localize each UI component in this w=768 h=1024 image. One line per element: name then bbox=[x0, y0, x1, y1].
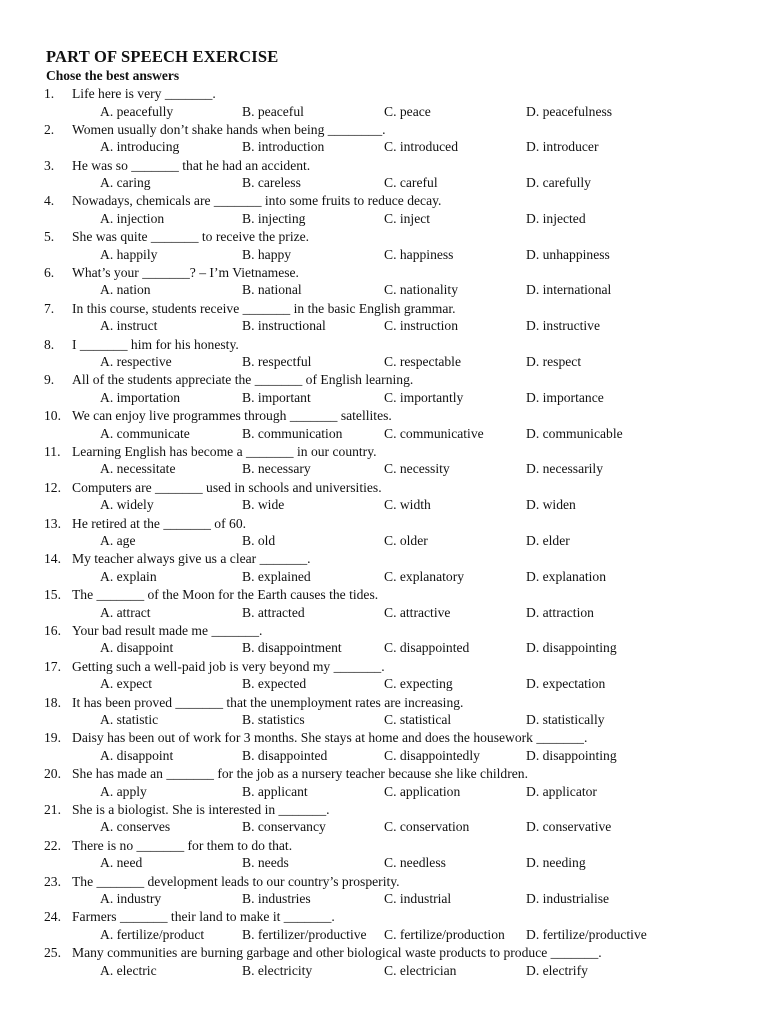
question-item bbox=[0, 945, 768, 981]
option-b: B. introduction bbox=[242, 139, 325, 155]
option-c: C. width bbox=[384, 497, 431, 513]
option-c: C. respectable bbox=[384, 354, 461, 370]
option-d: D. respect bbox=[526, 354, 582, 370]
option-c: C. application bbox=[384, 783, 461, 799]
question-number: 6. bbox=[44, 264, 55, 280]
option-b: B. attracted bbox=[242, 604, 305, 620]
option-b: B. national bbox=[242, 282, 302, 298]
question-number: 25. bbox=[44, 945, 61, 961]
option-c: C. industrial bbox=[384, 891, 452, 907]
question-item bbox=[0, 516, 768, 552]
option-c: C. nationality bbox=[384, 282, 459, 298]
option-b: B. conservancy bbox=[242, 819, 326, 835]
option-b: B. electricity bbox=[242, 962, 313, 978]
question-text: My teacher always give us a clear _______. bbox=[72, 551, 311, 567]
question-item bbox=[0, 909, 768, 945]
option-a: A. conserves bbox=[100, 819, 171, 835]
question-text: It has been proved _______ that the unemployment rates are increasing. bbox=[72, 694, 464, 710]
question-text: Computers are _______ used in schools and universities. bbox=[72, 479, 382, 495]
option-a: A. industry bbox=[100, 891, 162, 907]
question-item bbox=[0, 730, 768, 766]
question-text: She was quite _______ to receive the prize. bbox=[72, 229, 310, 245]
option-b: B. expected bbox=[242, 676, 307, 692]
option-b: B. necessary bbox=[242, 461, 311, 477]
option-b: B. industries bbox=[242, 891, 311, 907]
option-d: D. explanation bbox=[526, 568, 607, 584]
question-item bbox=[0, 372, 768, 408]
question-text: He was so _______ that he had an accident. bbox=[72, 157, 311, 173]
question-text: Getting such a well-paid job is very beyond my _______. bbox=[72, 658, 385, 674]
question-number: 11. bbox=[44, 443, 61, 459]
option-d: D. elder bbox=[526, 533, 570, 549]
option-a: A. happily bbox=[100, 246, 158, 262]
option-c: C. communicative bbox=[384, 425, 484, 441]
option-b: B. needs bbox=[242, 855, 289, 871]
option-a: A. fertilize/product bbox=[100, 926, 205, 942]
question-text: Women usually don’t shake hands when being ________. bbox=[72, 121, 386, 137]
question-text: She is a biologist. She is interested in _______. bbox=[72, 801, 330, 817]
question-number: 24. bbox=[44, 909, 61, 925]
question-item bbox=[0, 587, 768, 623]
question-number: 5. bbox=[44, 229, 55, 245]
question-text: I _______ him for his honesty. bbox=[72, 336, 239, 352]
question-number: 8. bbox=[44, 336, 55, 352]
option-c: C. introduced bbox=[384, 139, 458, 155]
option-c: C. disappointedly bbox=[384, 747, 480, 763]
question-text: There is no _______ for them to do that. bbox=[72, 837, 293, 853]
question-number: 22. bbox=[44, 837, 61, 853]
option-d: D. instructive bbox=[526, 318, 600, 334]
option-d: D. unhappiness bbox=[526, 246, 610, 262]
question-text: All of the students appreciate the _______ of English learning. bbox=[72, 372, 414, 388]
option-c: C. fertilize/production bbox=[384, 926, 505, 942]
option-b: B. injecting bbox=[242, 210, 306, 226]
question-item bbox=[0, 408, 768, 444]
question-number: 14. bbox=[44, 551, 61, 567]
option-d: D. widen bbox=[526, 497, 576, 513]
option-a: A. introducing bbox=[100, 139, 180, 155]
option-c: C. electrician bbox=[384, 962, 457, 978]
option-d: D. conservative bbox=[526, 819, 612, 835]
option-d: D. attraction bbox=[526, 604, 594, 620]
option-c: C. statistical bbox=[384, 712, 452, 728]
option-c: C. happiness bbox=[384, 246, 454, 262]
option-a: A. disappoint bbox=[100, 747, 174, 763]
question-text: He retired at the _______ of 60. bbox=[72, 515, 247, 531]
option-c: C. instruction bbox=[384, 318, 459, 334]
question-number: 12. bbox=[44, 479, 61, 495]
option-b: B. communication bbox=[242, 425, 343, 441]
question-list bbox=[0, 86, 768, 981]
option-b: B. explained bbox=[242, 568, 311, 584]
question-number: 16. bbox=[44, 622, 61, 638]
question-text: Many communities are burning garbage and other biological waste products to produce _______. bbox=[72, 945, 602, 961]
question-number: 17. bbox=[44, 658, 61, 674]
option-d: D. electrify bbox=[526, 962, 588, 978]
option-d: D. disappointing bbox=[526, 747, 617, 763]
question-item bbox=[0, 480, 768, 516]
option-a: A. statistic bbox=[100, 712, 159, 728]
option-a: A. attract bbox=[100, 604, 151, 620]
question-number: 1. bbox=[44, 86, 55, 101]
option-d: D. expectation bbox=[526, 676, 606, 692]
question-number: 15. bbox=[44, 587, 61, 603]
question-text: The _______ development leads to our country’s prosperity. bbox=[72, 873, 400, 889]
question-text: Daisy has been out of work for 3 months. She stays at home and does the housework _______. bbox=[72, 730, 588, 746]
option-c: C. explanatory bbox=[384, 568, 465, 584]
option-d: D. fertilize/productive bbox=[526, 926, 647, 942]
option-a: A. importation bbox=[100, 389, 181, 405]
option-a: A. expect bbox=[100, 676, 153, 692]
option-a: A. electric bbox=[100, 962, 157, 978]
option-b: B. important bbox=[242, 389, 311, 405]
option-d: D. injected bbox=[526, 210, 586, 226]
option-b: B. instructional bbox=[242, 318, 326, 334]
option-d: D. needing bbox=[526, 855, 586, 871]
option-c: C. conservation bbox=[384, 819, 470, 835]
question-text: Nowadays, chemicals are _______ into some fruits to reduce decay. bbox=[72, 193, 442, 209]
instructions: Chose the best answers bbox=[46, 68, 180, 83]
question-text: Your bad result made me _______. bbox=[72, 622, 263, 638]
option-c: C. attractive bbox=[384, 604, 451, 620]
question-number: 10. bbox=[44, 408, 61, 424]
option-a: A. necessitate bbox=[100, 461, 176, 477]
option-a: A. communicate bbox=[100, 425, 190, 441]
option-c: C. careful bbox=[384, 175, 438, 191]
option-b: B. happy bbox=[242, 246, 292, 262]
question-item bbox=[0, 86, 768, 122]
question-number: 7. bbox=[44, 300, 55, 316]
option-a: A. injection bbox=[100, 210, 165, 226]
question-item bbox=[0, 551, 768, 587]
question-text: In this course, students receive _______ in the basic English grammar. bbox=[72, 300, 456, 316]
option-c: C. disappointed bbox=[384, 640, 470, 656]
option-d: D. statistically bbox=[526, 712, 605, 728]
option-d: D. introducer bbox=[526, 139, 599, 155]
option-d: D. communicable bbox=[526, 425, 623, 441]
option-b: B. applicant bbox=[242, 783, 308, 799]
question-item bbox=[0, 122, 768, 158]
option-d: D. importance bbox=[526, 389, 604, 405]
question-item bbox=[0, 301, 768, 337]
option-a: A. age bbox=[100, 533, 136, 549]
question-number: 19. bbox=[44, 730, 61, 746]
question-text: Life here is very _______. bbox=[72, 86, 216, 101]
option-b: B. statistics bbox=[242, 712, 305, 728]
question-item bbox=[0, 659, 768, 695]
question-number: 3. bbox=[44, 157, 55, 173]
option-c: C. older bbox=[384, 533, 428, 549]
option-a: A. disappoint bbox=[100, 640, 174, 656]
question-item bbox=[0, 695, 768, 731]
question-text: She has made an _______ for the job as a nursery teacher because she like children. bbox=[72, 766, 528, 782]
option-b: B. fertilizer/productive bbox=[242, 926, 367, 942]
question-number: 18. bbox=[44, 694, 61, 710]
option-d: D. carefully bbox=[526, 175, 591, 191]
question-item bbox=[0, 265, 768, 301]
option-b: B. respectful bbox=[242, 354, 312, 370]
option-d: D. necessarily bbox=[526, 461, 604, 477]
option-a: A. caring bbox=[100, 175, 151, 191]
option-a: A. respective bbox=[100, 354, 172, 370]
question-number: 2. bbox=[44, 121, 55, 137]
question-item bbox=[0, 623, 768, 659]
question-text: The _______ of the Moon for the Earth causes the tides. bbox=[72, 587, 379, 603]
option-c: C. peace bbox=[384, 103, 431, 119]
question-item bbox=[0, 838, 768, 874]
option-b: B. disappointment bbox=[242, 640, 342, 656]
option-a: A. instruct bbox=[100, 318, 158, 334]
option-a: A. peacefully bbox=[100, 103, 174, 119]
question-number: 20. bbox=[44, 766, 61, 782]
option-c: C. necessity bbox=[384, 461, 450, 477]
question-number: 13. bbox=[44, 515, 61, 531]
option-c: C. needless bbox=[384, 855, 446, 871]
option-c: C. expecting bbox=[384, 676, 453, 692]
option-c: C. importantly bbox=[384, 389, 464, 405]
option-a: A. widely bbox=[100, 497, 154, 513]
option-b: B. wide bbox=[242, 497, 285, 513]
question-number: 4. bbox=[44, 193, 55, 209]
question-item bbox=[0, 158, 768, 194]
question-item bbox=[0, 193, 768, 229]
question-item bbox=[0, 444, 768, 480]
option-b: B. careless bbox=[242, 175, 301, 191]
page-title: PART OF SPEECH EXERCISE bbox=[46, 47, 279, 66]
question-number: 9. bbox=[44, 372, 55, 388]
option-a: A. need bbox=[100, 855, 143, 871]
question-item bbox=[0, 802, 768, 838]
option-d: D. disappointing bbox=[526, 640, 617, 656]
question-item bbox=[0, 874, 768, 910]
question-text: What’s your _______? – I’m Vietnamese. bbox=[72, 264, 299, 280]
option-a: A. explain bbox=[100, 568, 157, 584]
question-text: Learning English has become a _______ in our country. bbox=[72, 443, 377, 459]
option-b: B. peaceful bbox=[242, 103, 304, 119]
option-b: B. old bbox=[242, 533, 276, 549]
option-b: B. disappointed bbox=[242, 747, 328, 763]
question-number: 23. bbox=[44, 873, 61, 889]
question-item bbox=[0, 229, 768, 265]
option-c: C. inject bbox=[384, 210, 431, 226]
question-number: 21. bbox=[44, 801, 61, 817]
option-a: A. nation bbox=[100, 282, 151, 298]
question-text: Farmers _______ their land to make it _______. bbox=[72, 909, 335, 925]
question-text: We can enjoy live programmes through _______ satellites. bbox=[72, 408, 392, 424]
question-item bbox=[0, 337, 768, 373]
option-d: D. applicator bbox=[526, 783, 597, 799]
option-d: D. international bbox=[526, 282, 612, 298]
option-d: D. peacefulness bbox=[526, 103, 613, 119]
question-item bbox=[0, 766, 768, 802]
option-a: A. apply bbox=[100, 783, 147, 799]
option-d: D. industrialise bbox=[526, 891, 610, 907]
